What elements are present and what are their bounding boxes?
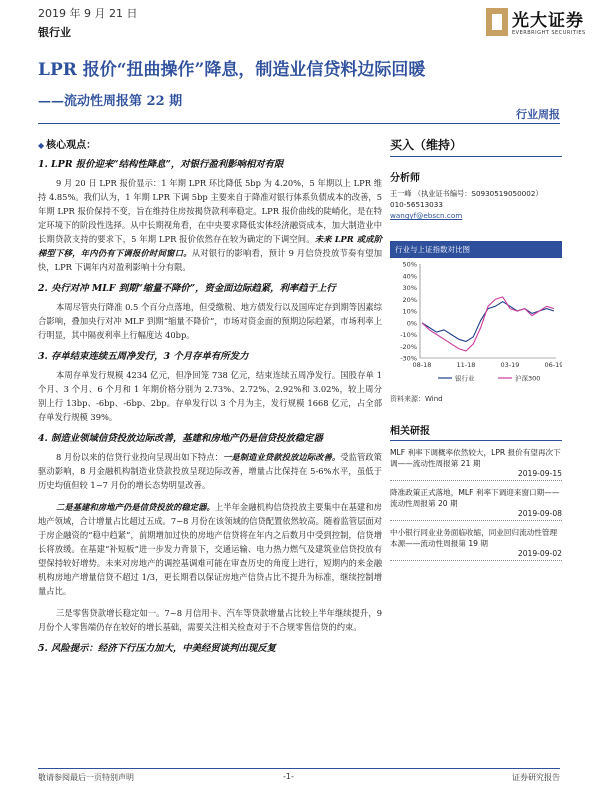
- analyst-phone: 010-56513033: [390, 200, 443, 209]
- related-report-date: 2019-09-15: [390, 469, 562, 481]
- footer-divider: [38, 768, 560, 769]
- paragraph-emphasis: 二是基建和房地产仍是信贷投放的稳定器。: [56, 502, 215, 512]
- related-report-link[interactable]: MLF 利率下调概率依然较大，LPR 报价有望再次下调——流动性周报第 21 期: [390, 448, 561, 468]
- section-heading: 4. 制造业领域信贷投放边际改善，基建和房地产仍是信贷投放稳定器: [38, 433, 323, 444]
- series-line-csi300: [422, 297, 554, 351]
- related-report-link[interactable]: 中小银行同业业务面临收缩，同业回归流动性管理本源——流动性周报第 19 期: [390, 528, 558, 548]
- key-points-label: ◆ 核心观点：: [38, 140, 97, 151]
- section-paragraph: [38, 450, 382, 492]
- paragraph-text: 本周尽管央行降准 0.5 个百分点落地，但受缴税、地方债发行以及国库定存到期等因素综合影响，叠加央行对冲 MLF 到期“缩量不降价”，市场对资金面的预期边际趋紧，市场利率上行明显，其中隔夜利率上行幅度达 40bp。: [38, 302, 382, 340]
- x-tick-label: 11-18: [456, 361, 476, 369]
- section-heading: 2. 央行对冲 MLF 到期“缩量不降价”，资金面边际趋紧，利率趋于上行: [38, 283, 336, 294]
- chart-source: 资料来源：Wind: [390, 395, 443, 403]
- section-heading: 1. LPR 报价迎来“结构性降息”，对银行盈利影响相对有限: [38, 159, 284, 170]
- related-research-list: [390, 447, 562, 561]
- y-tick-label: 10%: [402, 307, 417, 316]
- paragraph-text: 9 月 20 日 LPR 报价显示：1 年期 LPR 环比降低 5bp 为 4.20%，5 年期以上 LPR 维持 4.85%。我们认为，1 年期 LPR 下调 5bp 主要来自于降准对银行体系负债成本的改善，5 年期 LPR 报价保持不变，旨在维持住房按揭贷款利率稳定。LPR 报价曲线的陡峭化，是在特定环境下的阶段性选择。从中长期视角看，在中央要求降低实体经济融资成本，加大制造业中长期贷款支持的要求下，5 年期 LPR 报价依然存在较为确定的下调空间。: [38, 178, 382, 244]
- x-tick-label: 03-19: [500, 361, 520, 369]
- y-tick-label: 30%: [402, 284, 417, 292]
- related-report-link[interactable]: 降准政策正式落地，MLF 利率下调迎来窗口期——流动性周报第 20 期: [390, 488, 560, 508]
- paragraph-emphasis: 未来 LPR 或成阶梯型下移，年内仍有下调报价时间窗口。: [38, 234, 382, 258]
- x-tick-label: 08-18: [412, 361, 432, 369]
- y-tick-label: -20%: [400, 342, 417, 351]
- report-date: 2019 年 9 月 21 日: [38, 7, 138, 20]
- section-paragraph: [38, 368, 382, 424]
- diamond-icon: ◆: [38, 141, 45, 150]
- sector-label: 银行业: [38, 26, 71, 39]
- paragraph-tail: 从对银行的影响看，预计 9 月信贷投放节奏有望加快，LPR 下调年内对盈利影响十分有限。: [38, 248, 382, 272]
- y-tick-label: 0%: [406, 319, 417, 328]
- analyst-license: （执业证书编号：S0930519050002）: [413, 189, 543, 198]
- analyst-info: [390, 188, 562, 221]
- logo-mark-icon: [486, 8, 508, 36]
- page-number: -1-: [283, 772, 294, 781]
- paragraph-text: 本周存单发行规模 4234 亿元，但净回笼 738 亿元，结束连续五周净发行。国股存单 1 个月、3 个月、6 个月和 1 年期价格分别为 2.73%、2.72%、2.92%和 3.02%，较上周分别上行 13bp、-6bp、-6bp、2bp。存单发行以 3 个月为主，发行规模 1668 亿元，占全部存单发行规模 39%。: [38, 370, 382, 422]
- report-type: 行业周报: [516, 108, 560, 121]
- report-title: LPR 报价“扭曲操作”降息，制造业信贷料边际回暖: [38, 60, 426, 80]
- related-report-date: 2019-09-08: [390, 509, 562, 521]
- logo-text-cn: 光大证券: [512, 11, 584, 31]
- company-logo: [486, 6, 594, 46]
- section-paragraph: [38, 606, 382, 634]
- y-tick-label: -10%: [400, 331, 417, 339]
- section-paragraph: [38, 500, 382, 598]
- related-report-date: 2019-09-02: [390, 549, 562, 561]
- y-tick-label: 20%: [402, 295, 417, 304]
- report-subtitle: ——流动性周报第 22 期: [38, 94, 183, 109]
- sections-container: [38, 158, 382, 656]
- footer-report-label: 证券研究报告: [512, 773, 560, 782]
- legend-label: 银行业: [455, 374, 475, 383]
- chart-svg: [390, 258, 562, 388]
- main-column: [38, 136, 382, 660]
- related-research-heading: 相关研报: [390, 422, 562, 441]
- chart-title: 行业与上证指数对比图: [390, 241, 562, 258]
- section-heading: 3. 存单结束连续五周净发行，3 个月存单有所发力: [38, 351, 249, 362]
- paragraph-text: 三是零售贷款增长稳定如一。: [56, 608, 165, 618]
- paragraph-tail: 受监管政策驱动影响，8 月金融机构制造业贷款投放呈现边际改善，增量占比保持在 5-6%水平，虽低于历史均值但较 1~7 月份的增长态势明显改善。: [38, 452, 382, 490]
- analyst-name: 王一峰: [390, 189, 412, 198]
- section-heading: 5. 风险提示：经济下行压力加大，中美经贸谈判出现反复: [38, 643, 277, 654]
- y-tick-label: 50%: [402, 260, 417, 269]
- section-paragraph: [38, 300, 382, 342]
- paragraph-emphasis: 一是制造业贷款投放边际改善。: [223, 452, 341, 462]
- footer-disclaimer: 敬请参阅最后一页特别声明: [38, 773, 134, 782]
- comparison-chart: [390, 241, 562, 404]
- paragraph-tail: 7~8 月信用卡、汽车等贷款增量占比较上半年继续提升，9 月份个人零售端仍存在较好的增长基础，需要关注相关检查对于不合规零售信贷的约束。: [38, 608, 382, 632]
- rating-label: 买入（维持）: [390, 136, 562, 157]
- y-tick-label: 40%: [402, 272, 417, 281]
- analyst-email-link[interactable]: wangyf@ebscn.com: [390, 211, 463, 220]
- y-tick-label: -30%: [400, 354, 417, 363]
- logo-text-en: EVERBRIGHT SECURITIES: [512, 30, 586, 36]
- header-divider: [38, 123, 560, 124]
- analyst-heading: 分析师: [390, 173, 420, 184]
- legend-label: 沪深300: [515, 374, 541, 383]
- x-tick-label: 06-19: [544, 361, 562, 369]
- paragraph-tail: 上半年金融机构信贷投放主要集中在基建和房地产领域，合计增量占比超过五成。7~8 月份在该领域的信贷配置依然较高。随着监管层面对于房企融资的“稳中趋紧”，前期增加过快的房地产信贷将在年内之后数月中受到控制，信贷增长将放缓。在基建“补短板”进一步发力背景下，交通运输、电力热力燃气及建筑业信贷投放有望保持较好增势。未来对房地产的调控基调难可能在审查历史的角度上进行，短期内的来金融机构房地产增量信贷不超过 1/3，更长期看以保证房地产信贷占比不提升为标准，继续控制增量占比。: [38, 502, 382, 596]
- paragraph-text: 8 月份以来的信贷行业投向呈现出如下特点：: [56, 452, 224, 462]
- section-paragraph: [38, 176, 382, 274]
- sidebar: [390, 136, 562, 561]
